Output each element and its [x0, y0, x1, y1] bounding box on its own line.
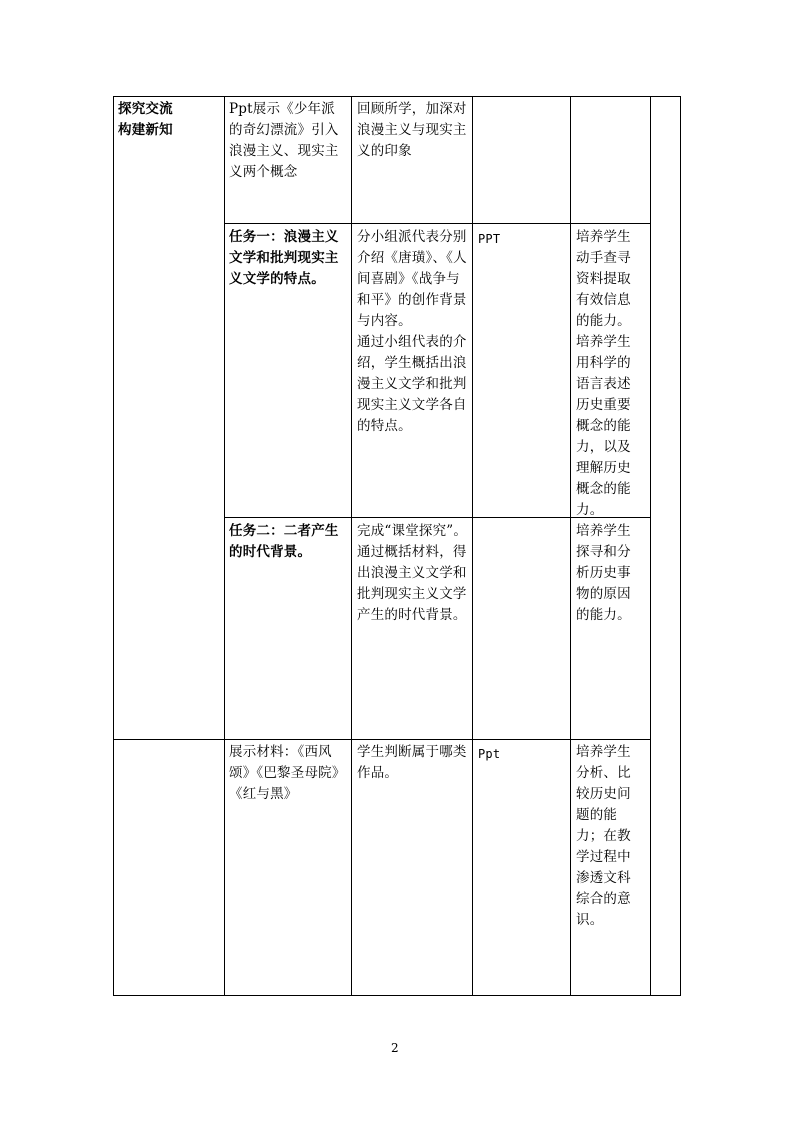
teacher-activity-cell: Ppt展示《少年派的奇幻漂流》引入浪漫主义、现实主义两个概念	[229, 101, 339, 180]
student-activity-cell: 分小组派代表分别介绍《唐璜》、《人间喜剧》《战争与和平》的创作背景与内容。 通过小组代表的介绍，学生概括出浪漫主义文学和批判现实主义文学各自的特点。	[357, 229, 467, 434]
col-border-4	[570, 96, 571, 996]
media-cell: PPT	[478, 232, 501, 246]
student-activity-cell: 学生判断属于哪类作品。	[357, 744, 467, 781]
col-border-0	[113, 96, 114, 996]
student-activity-cell: 完成“课堂探究”。通过概括材料，得出浪漫主义文学和批判现实主义文学产生的时代背景。	[357, 523, 468, 623]
row-border-bottom	[113, 995, 681, 996]
col-border-1	[224, 96, 225, 996]
design-intent-cell: 培养学生探寻和分析历史事物的原因的能力。	[576, 523, 631, 623]
row-border-1	[224, 223, 650, 224]
section-title: 探究交流 构建新知	[118, 101, 173, 138]
col-border-6	[680, 96, 681, 996]
design-intent-cell: 培养学生动手查寻资料提取有效信息的能力。培养学生用科学的语言表述历史重要概念的能力，以及理解历史概念的能力。	[576, 229, 631, 518]
page-number: 2	[391, 1041, 399, 1055]
student-activity-cell: 回顾所学，加深对浪漫主义与现实主义的印象	[357, 101, 467, 159]
teacher-activity-cell: 任务一：浪漫主义文学和批判现实主义文学的特点。	[229, 229, 339, 287]
col-border-3	[472, 96, 473, 996]
design-intent-cell: 培养学生分析、比较历史问题的能力；在教学过程中渗透文科综合的意识。	[576, 744, 631, 928]
col-border-5	[650, 96, 651, 996]
row-border-top	[113, 96, 681, 97]
media-cell: Ppt	[478, 747, 501, 761]
teacher-activity-cell: 展示材料：《西风颂》《巴黎圣母院》《红与黑》	[229, 744, 346, 802]
teacher-activity-cell: 任务二：二者产生的时代背景。	[229, 523, 339, 560]
col-border-2	[351, 96, 352, 996]
